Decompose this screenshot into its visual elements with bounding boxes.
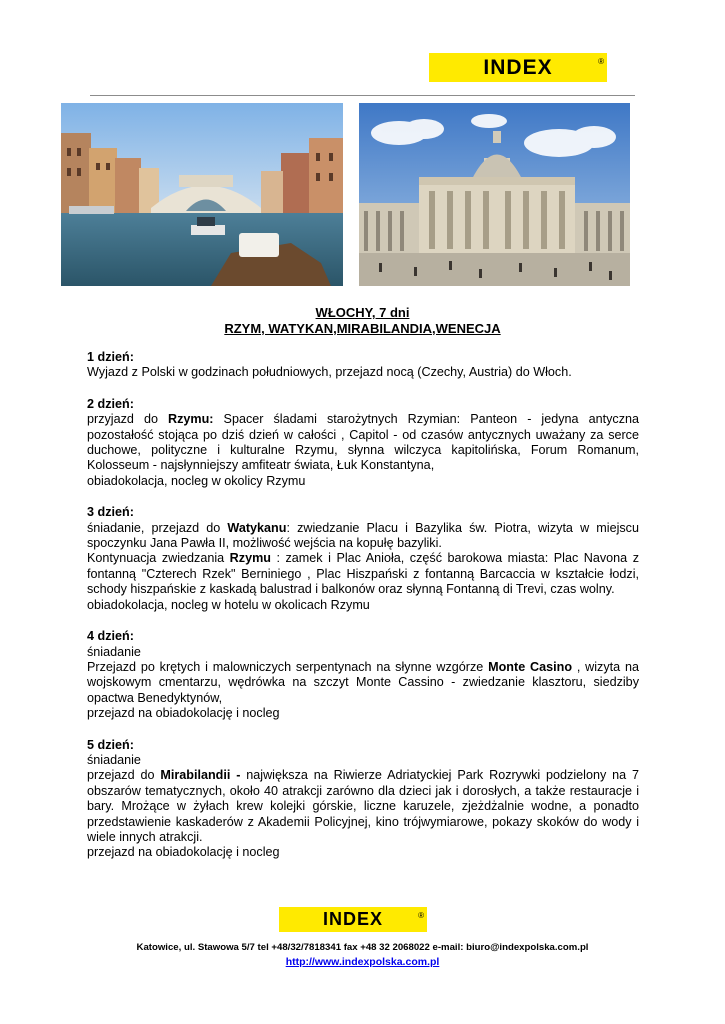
index-logo <box>429 53 607 82</box>
day-description: przyjazd do Rzymu: Spacer śladami starożytnych Rzymian: Panteon - jedyna antyczna pozostałość stojąca po dziś dzień w całości , Capitol - od czasów antycznych uważany za serce duchowe, polityczne i kulturalne Rzymu, słynna wilczyca kapitolińska, Forum Romanum, Kolosseum - najsłynniejszy amfiteatr świata, Łuk Konstantyna, <box>87 412 639 473</box>
day-accommodation: przejazd na obiadokolację i nocleg <box>87 845 280 860</box>
logo-text: INDEX <box>483 55 553 79</box>
day-5 <box>87 738 639 861</box>
day-2 <box>87 397 639 489</box>
day-description: śniadanie, przejazd do Watykanu: zwiedzanie Placu i Bazylika św. Piotra, wizyta w miejscu spoczynku Jana Pawła II, możliwość wejścia na kopułę bazyliki. <box>87 520 639 551</box>
day-description-continued: Kontynuacja zwiedzania Rzymu : zamek i Plac Anioła, część barokowa miasta: Plac Navona z fontanną "Czterech Rzek" Berniniego , Plac Hiszpański z fontanną Barcaccia w kształcie łodzi, schody hiszpańskie z kaskadą balustrad i balkonów oraz słynną Fontanną di Trevi, czas wolny. <box>87 551 640 597</box>
footer-contact: Katowice, ul. Stawowa 5/7 tel +48/32/7818341 fax +48 32 2068022 e-mail: biuro@indexpolska.com.pl <box>136 942 589 953</box>
day-description: Przejazd po krętych i malowniczych serpentynach na słynne wzgórze Monte Casino , wizyta na wojskowym cmentarzu, wędrówka na szczyt Monte Cassino - zwiedzanie klasztoru, siedziby opactwa Benedyktynów, <box>87 659 639 705</box>
day-breakfast: śniadanie <box>87 752 141 767</box>
header-divider <box>90 95 635 96</box>
day-1 <box>87 350 639 381</box>
website-link[interactable]: http://www.indexpolska.com.pl <box>285 956 440 968</box>
trip-title: WŁOCHY, 7 dni <box>315 305 410 320</box>
day-heading: 5 dzień: <box>87 737 134 752</box>
day-heading: 1 dzień: <box>87 350 134 364</box>
logo-text: INDEX <box>322 908 383 929</box>
day-3 <box>87 505 639 613</box>
day-breakfast: śniadanie <box>87 644 141 659</box>
day-description: Wyjazd z Polski w godzinach południowych, przejazd nocą (Czechy, Austria) do Włoch. <box>87 365 572 380</box>
day-heading: 2 dzień: <box>87 396 134 411</box>
day-accommodation: obiadokolacja, nocleg w okolicy Rzymu <box>87 473 306 488</box>
trip-subtitle: RZYM, WATYKAN,MIRABILANDIA,WENECJA <box>224 321 501 336</box>
day-4 <box>87 629 639 721</box>
vatican-photo <box>359 103 630 286</box>
index-logo-footer <box>279 907 427 932</box>
registered-mark: ® <box>418 911 424 920</box>
itinerary <box>87 350 639 877</box>
registered-mark: ® <box>598 57 604 66</box>
day-description: przejazd do Mirabilandii - największa na Riwierze Adriatyckiej Park Rozrywki podzielony na 7 obszarów tematycznych, około 40 atrakcji zarówno dla dzieci jak i dorosłych, a także restauracje i bary. Mrożące w żyłach krew kolejki górskie, liczne karuzele, zjeżdżalnie wodne, a ponadto przedstawienie kaskaderów z Akademii Policyjnej, kino trójwymiarowe, pokazy skoków do wody i wiele innych atrakcji. <box>87 768 640 844</box>
day-accommodation: obiadokolacja, nocleg w hotelu w okolicach Rzymu <box>87 597 370 612</box>
footer-website <box>60 955 665 970</box>
day-heading: 3 dzień: <box>87 505 134 520</box>
day-accommodation: przejazd na obiadokolację i nocleg <box>87 706 280 721</box>
day-heading: 4 dzień: <box>87 629 134 644</box>
venice-photo <box>61 103 343 286</box>
